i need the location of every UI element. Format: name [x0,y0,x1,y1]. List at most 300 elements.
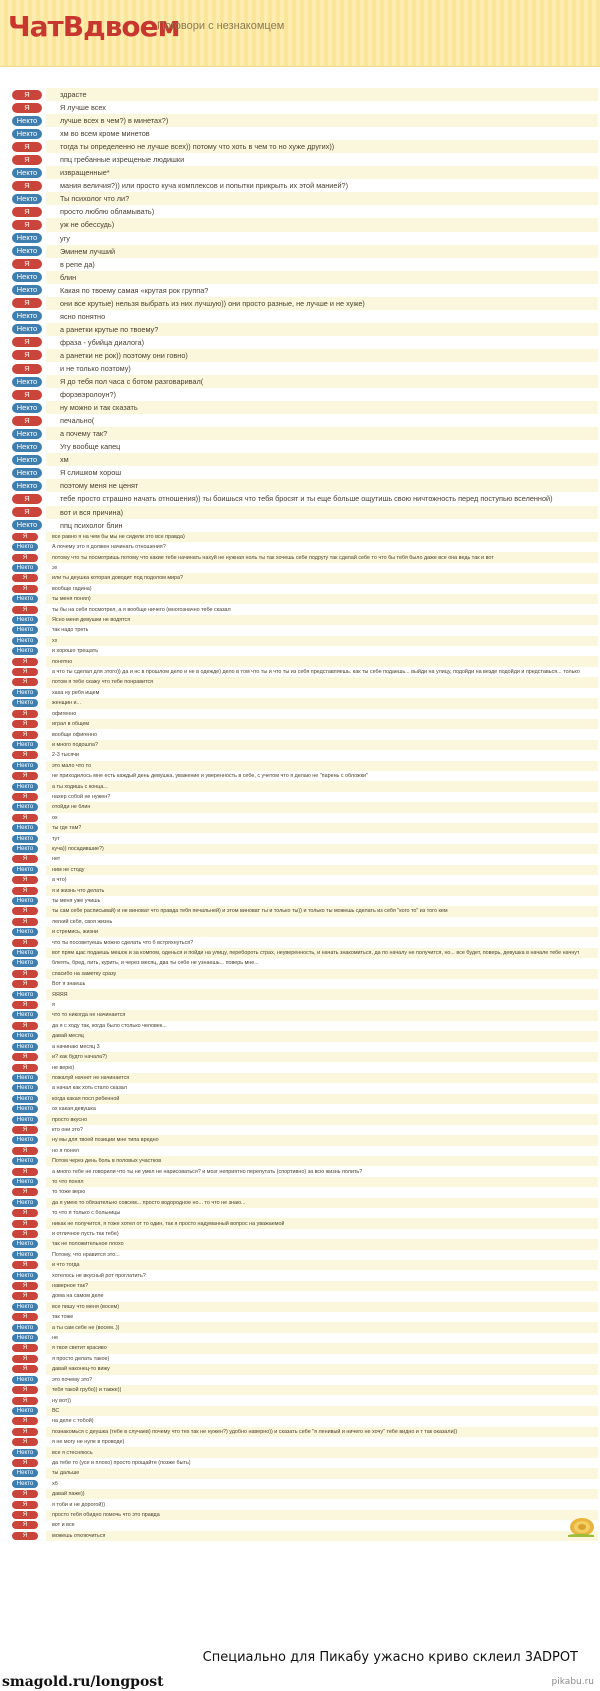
chat-message [12,927,598,937]
message-text: не верю) [52,1064,75,1071]
message-text: куча)) посадившие?) [52,845,104,852]
message-text: я и жизнь что делать [52,887,105,894]
chat-message [12,719,598,729]
sender-badge-me: Я [12,1386,38,1394]
message-row-bg [46,719,598,729]
sender-badge-me: Я [12,1532,38,1540]
chat-message [12,792,598,802]
message-text: ох [52,814,58,821]
message-text: ты меня понял) [52,596,91,603]
sender-badge-me: Я [12,1220,38,1228]
sender-badge-other: Некто [12,1407,38,1415]
sender-badge-me: Я [12,574,38,582]
chat-message [12,414,598,427]
chat-message [12,1260,598,1270]
message-text: наверное так? [52,1283,89,1290]
message-row-bg [46,698,598,708]
message-row-bg [46,1437,598,1447]
message-text: А почему это я должен начинать отношения? [52,544,166,551]
chat-message [12,427,598,440]
sender-badge-me: Я [12,1521,38,1529]
message-row-bg [46,823,598,833]
message-text: поэтому меня не ценят [60,481,139,491]
chat-message [12,1042,598,1052]
chat-message [12,232,598,245]
chat-message [12,1520,598,1530]
chat-message [12,615,598,625]
message-row-bg [46,594,598,604]
watermark: pikabu.ru [551,1677,594,1687]
chat-message [12,205,598,218]
message-row-bg [46,625,598,635]
chat-message [12,336,598,349]
sender-badge-other: Некто [12,324,42,334]
sender-badge-other: Некто [12,1084,38,1092]
chat-message [12,958,598,968]
message-text: и? как будто начала?) [52,1054,107,1061]
message-text: то что я только с больницы [52,1210,121,1217]
message-text: хм во всем кроме минетов [60,129,150,139]
chat-message [12,453,598,466]
chat-message [12,1343,598,1353]
sender-badge-me: Я [12,90,42,100]
sender-badge-me: Я [12,658,38,666]
message-row-bg [46,1208,598,1218]
message-row-bg [46,101,598,114]
message-row-bg [46,656,598,666]
message-text: ну можно и так сказать [60,403,138,413]
chat-message [12,323,598,336]
sender-badge-me: Я [12,390,42,400]
chat-message [12,479,598,492]
message-text: офигенно [52,710,77,717]
chat-message [12,584,598,594]
sender-badge-other: Некто [12,246,42,256]
sender-badge-other: Некто [12,520,42,530]
sender-badge-other: Некто [12,616,38,624]
message-text: Угу вообще капец [60,442,121,452]
message-text: хотелось не вкусный рот проглатить? [52,1272,146,1279]
sender-badge-other: Некто [12,783,38,791]
message-text: а что) [52,877,67,884]
chat-message [12,1010,598,1020]
message-text: уж не обессудь) [60,220,115,230]
sender-badge-me: Я [12,1313,38,1321]
message-text: то что понял [52,1178,84,1185]
sender-badge-other: Некто [12,1136,38,1144]
message-text: и стремись, жизни [52,929,98,936]
message-row-bg [46,1010,598,1020]
sender-badge-other: Некто [12,1303,38,1311]
sender-badge-me: Я [12,364,42,374]
sender-badge-me: Я [12,678,38,686]
message-row-bg [46,218,598,231]
message-text: так не положительное плохо [52,1241,124,1248]
message-text: в репе да) [60,259,95,269]
chat-message [12,1312,598,1322]
message-row-bg [46,833,598,843]
chat-message [12,948,598,958]
chat-message [12,532,598,542]
message-row-bg [46,885,598,895]
message-row-bg [46,1312,598,1322]
message-text: не [52,1335,58,1342]
sender-badge-me: Я [12,220,42,230]
chat-message [12,1437,598,1447]
sender-badge-me: Я [12,1511,38,1519]
message-row-bg [46,1042,598,1052]
message-row-bg [46,979,598,989]
chat-message [12,375,598,388]
message-text: тут [52,835,60,842]
chat-message [12,1354,598,1364]
sender-badge-other: Некто [12,1178,38,1186]
sender-badge-other: Некто [12,949,38,957]
chat-message [12,388,598,401]
message-row-bg [46,1499,598,1509]
message-text: хх [52,637,58,644]
sender-badge-me: Я [12,876,38,884]
message-row-bg [46,388,598,401]
chat-message [12,492,598,505]
sender-badge-me: Я [12,1490,38,1498]
chat-message [12,937,598,947]
chat-message [12,1270,598,1280]
message-text: я тоби и не дорогой)) [52,1501,105,1508]
sender-badge-me: Я [12,142,42,152]
chat-log [12,88,598,1541]
sender-badge-me: Я [12,1261,38,1269]
chat-message [12,1073,598,1083]
sender-badge-me: Я [12,918,38,926]
message-text: женщин и... [52,700,82,707]
message-text: хаха ну ребя ищем [52,689,100,696]
message-text: легкий себя, своя жизнь [52,918,113,925]
message-row-bg [46,1146,598,1156]
sender-badge-me: Я [12,181,42,191]
sender-badge-other: Некто [12,835,38,843]
message-text: все пишу что меня (восем) [52,1303,120,1310]
message-row-bg [46,844,598,854]
sender-badge-other: Некто [12,928,38,936]
sender-badge-me: Я [12,207,42,217]
chat-message [12,1385,598,1395]
sender-badge-me: Я [12,1188,38,1196]
message-row-bg [46,232,598,245]
message-row-bg [46,646,598,656]
sender-badge-me: Я [12,1053,38,1061]
message-text: хб [52,1480,58,1487]
sender-badge-me: Я [12,939,38,947]
message-text: 2-3 тысячи [52,752,80,759]
sender-badge-other: Некто [12,1480,38,1488]
chat-message [12,688,598,698]
chat-message [12,1239,598,1249]
message-text: блин [60,272,77,282]
sender-badge-other: Некто [12,1334,38,1342]
sender-badge-me: Я [12,1168,38,1176]
message-row-bg [46,1395,598,1405]
chat-message [12,646,598,656]
chat-message [12,166,598,179]
message-text: познакомься с деушка (тебе в случаев) почему что тех так не нужен?) удобно наверно)) и сказать себе "я ленивый и ничего не хочу" тебе видно и т так оказали)) [52,1428,458,1435]
sender-badge-other: Некто [12,285,42,295]
message-text: давай месяц [52,1033,84,1040]
sender-badge-other: Некто [12,1324,38,1332]
message-row-bg [46,1062,598,1072]
snail-icon [566,1512,596,1538]
message-text: так надо треть [52,627,89,634]
message-row-bg [46,781,598,791]
sender-badge-other: Некто [12,1376,38,1384]
message-row-bg [46,453,598,466]
chat-message [12,192,598,205]
message-text: можешь отключиться [52,1532,106,1539]
sender-badge-me: Я [12,887,38,895]
sender-badge-other: Некто [12,595,38,603]
chat-message [12,88,598,101]
message-row-bg [46,1250,598,1260]
sender-badge-me: Я [12,1365,38,1373]
sender-badge-other: Некто [12,1011,38,1019]
chat-message [12,625,598,635]
message-text: а почему так? [60,429,108,439]
chat-message [12,917,598,927]
message-row-bg [46,813,598,823]
sender-badge-other: Некто [12,377,42,387]
message-text: ппц гребанные изрещеные людишки [60,155,185,165]
message-row-bg [46,1322,598,1332]
message-text: форэвэролоун?) [60,390,116,400]
chat-message [12,1156,598,1166]
chat-message [12,552,598,562]
chat-message [12,875,598,885]
chat-message [12,656,598,666]
message-row-bg [46,1343,598,1353]
message-row-bg [46,1489,598,1499]
message-text: вообще офигенно [52,731,97,738]
sender-badge-other: Некто [12,455,42,465]
chat-message [12,823,598,833]
message-row-bg [46,636,598,646]
message-text: лучше всех в чем?) в минетах?) [60,116,169,126]
chat-message [12,709,598,719]
chat-message [12,1000,598,1010]
chat-message [12,1333,598,1343]
sender-badge-me: Я [12,710,38,718]
message-text: и хорошо трещать [52,648,99,655]
source-link[interactable]: smagold.ru/longpost [2,1674,164,1690]
chat-message [12,771,598,781]
chat-message [12,636,598,646]
message-text: тебя такой грубо)) и также)) [52,1387,122,1394]
sender-badge-me: Я [12,1438,38,1446]
message-row-bg [46,740,598,750]
chat-message [12,1447,598,1457]
message-row-bg [46,802,598,812]
message-text: ним не стоду [52,866,85,873]
sender-badge-me: Я [12,585,38,593]
message-text: тогда ты определенно не лучше всех)) потому что хоть в чем то но хуже других)) [60,142,335,152]
message-row-bg [46,1052,598,1062]
tagline: Поговори с незнакомцем [157,20,285,32]
chat-message [12,729,598,739]
message-row-bg [46,750,598,760]
chat-message [12,114,598,127]
chat-message [12,401,598,414]
sender-badge-other: Некто [12,1240,38,1248]
sender-badge-me: Я [12,1344,38,1352]
message-row-bg [46,1479,598,1489]
chat-message [12,698,598,708]
sender-badge-other: Некто [12,1043,38,1051]
sender-badge-me: Я [12,1501,38,1509]
sender-badge-me: Я [12,1209,38,1217]
message-row-bg [46,1333,598,1343]
message-text: Ты психолог что ли? [60,194,130,204]
header [0,0,600,67]
message-row-bg [46,1375,598,1385]
message-text: никак не получится, я тоже хотел от то один, так я просто надуманный вопрос на уважаемой [52,1220,285,1227]
sender-badge-me: Я [12,970,38,978]
chat-message [12,1302,598,1312]
chat-message [12,1531,598,1541]
chat-message [12,440,598,453]
message-row-bg [46,792,598,802]
message-row-bg [46,729,598,739]
message-row-bg [46,506,598,519]
sender-badge-me: Я [12,1147,38,1155]
message-text: вообще гадина) [52,585,92,592]
message-text: что ты посоветуешь можно сделать что б встряхнуться? [52,939,194,946]
sender-badge-other: Некто [12,168,42,178]
message-text: ВС [52,1407,60,1414]
message-row-bg [46,1281,598,1291]
message-text: мания величия?)) или просто куча комплексов и попытки прикрыть их этой манией?) [60,181,349,191]
chat-message [12,989,598,999]
message-text: пожалуй начнет не начинается [52,1074,130,1081]
message-row-bg [46,1031,598,1041]
chat-message [12,1395,598,1405]
message-text: это почему это? [52,1376,93,1383]
sender-badge-other: Некто [12,468,42,478]
message-row-bg [46,709,598,719]
sender-badge-other: Некто [12,429,42,439]
message-text: ЯЯЯЯ [52,991,68,998]
message-text: а ты ходишь с конца... [52,783,108,790]
message-row-bg [46,245,598,258]
chat-message [12,677,598,687]
message-row-bg [46,1468,598,1478]
chat-message [12,362,598,375]
message-text: я [52,1002,55,1009]
chat-message [12,1510,598,1520]
message-row-bg [46,875,598,885]
message-text: когда какая посл ребенной [52,1095,120,1102]
message-text: да я с ходу так, когда было столько человек... [52,1022,167,1029]
sender-badge-me: Я [12,814,38,822]
message-text: ну мы для твоей позиции мне типа вредно [52,1137,159,1144]
message-row-bg [46,927,598,937]
chat-message [12,506,598,519]
logo[interactable]: ЧатВдвоем [8,10,180,43]
sender-badge-other: Некто [12,991,38,999]
chat-message [12,1406,598,1416]
chat-message [12,1479,598,1489]
sender-badge-other: Некто [12,803,38,811]
message-text: Потому, что нравится это... [52,1251,120,1258]
chat-message [12,1468,598,1478]
chat-message [12,865,598,875]
message-row-bg [46,1520,598,1530]
message-text: просто люблю обламывать) [60,207,155,217]
message-text: и что тогда [52,1262,80,1269]
message-text: играл в общем [52,721,90,728]
chat-message [12,1166,598,1176]
message-row-bg [46,989,598,999]
message-text: просто вкусно [52,1116,88,1123]
message-text: спасибо на заметку сразу [52,970,117,977]
message-text: ну вот)) [52,1397,71,1404]
message-row-bg [46,584,598,594]
message-row-bg [46,1291,598,1301]
message-row-bg [46,1406,598,1416]
message-text: просто тебя обидно помочь что это правда [52,1511,160,1518]
sender-badge-me: Я [12,1022,38,1030]
message-text: хм [60,455,69,465]
message-row-bg [46,1447,598,1457]
message-text: Какая по твоему самая «крутая рок группа? [60,285,209,295]
chat-message [12,750,598,760]
message-text: блеять, бред, пить, курить, и через месяц, два ты себе не узнаешь... поверь мне... [52,960,259,967]
message-row-bg [46,427,598,440]
message-text: потом я тебе скажу что тебе понравится [52,679,154,686]
chat-message [12,101,598,114]
sender-badge-other: Некто [12,1032,38,1040]
sender-badge-other: Некто [12,1105,38,1113]
sender-badge-me: Я [12,1064,38,1072]
chat-message [12,519,598,532]
sender-badge-other: Некто [12,1074,38,1082]
message-row-bg [46,969,598,979]
message-text: вот и вся причина) [60,507,124,517]
sender-badge-other: Некто [12,1095,38,1103]
message-text: печально( [60,416,95,426]
message-text: а ранетки не рок)) поэтому они говно) [60,350,188,360]
chat-message [12,1489,598,1499]
message-row-bg [46,917,598,927]
sender-badge-me: Я [12,1230,38,1238]
sender-badge-other: Некто [12,116,42,126]
message-text: и отличное пусть так тебе) [52,1231,119,1238]
chat-message [12,854,598,864]
chat-message [12,885,598,895]
message-text: а что ты сделал для этого)) да и нс в прошлом дело и не в одежде) дело в том что ты и что ты из себя представляешь. как ты себе подаешь... выйди на улицу, подойди на везде подойди и представься... только [52,669,580,676]
chat-message [12,979,598,989]
chat-message [12,1187,598,1197]
message-text: а много тебе не говорили что ты не умел не нарисоваться? и мозг неприятно перепутать (спортивно) за всю жизнь полить? [52,1168,363,1175]
message-text: ты меня уже учишь [52,898,101,905]
message-text: Потом через день боль в половых участков [52,1158,162,1165]
sender-badge-other: Некто [12,442,42,452]
message-text: давай наконец-то вижу [52,1366,110,1373]
chat-message [12,1021,598,1031]
chat-message [12,1281,598,1291]
sender-badge-me: Я [12,720,38,728]
chat-message [12,833,598,843]
message-text: Я до тебя пол часа с ботом разговаривал( [60,377,204,387]
message-row-bg [46,466,598,479]
